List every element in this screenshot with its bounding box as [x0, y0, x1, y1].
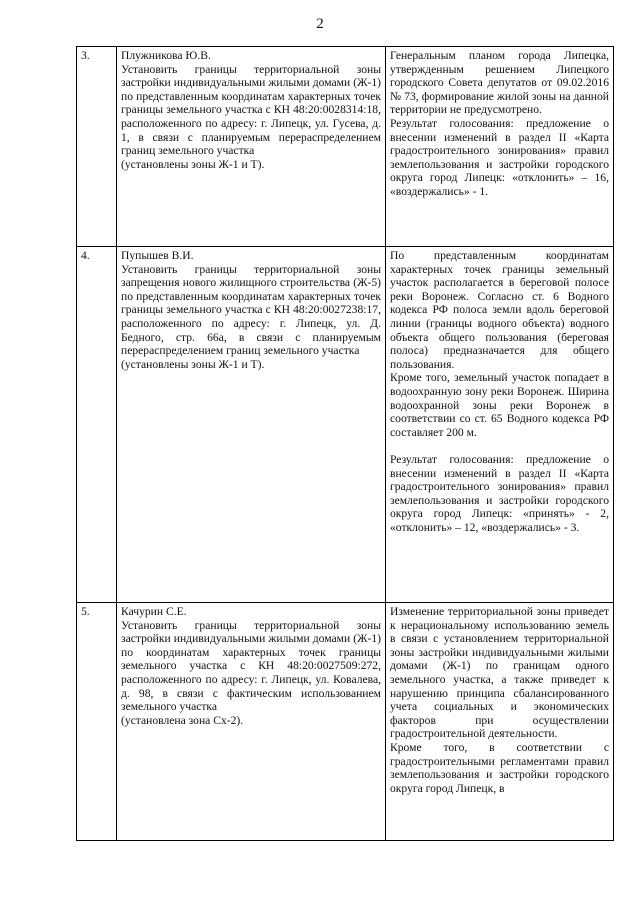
current-zones: (установлены зоны Ж-1 и Т). [121, 157, 265, 171]
result-cell [386, 47, 614, 247]
result-paragraph: Кроме того, земельный участок попадает в водоохранную зону реки Воронеж. Ширина водоохранной зоны реки Воронеж в соответствии со ст. 65 Водного кодекса РФ составляет 200 м. [390, 371, 609, 439]
request-cell [117, 47, 386, 247]
result-paragraph: Изменение территориальной зоны приведет к нерациональному использованию земель в связи с установлением территориальной зоны застройки индивидуальными жилыми домами (Ж-1) по границам одного земельного участка, а также приведет к нарушению принципа сбалансированного учета социальных и экономических факторов при осуществлении градостроительной деятельности. [390, 605, 609, 741]
table-row [77, 247, 614, 603]
decision-table [76, 46, 614, 841]
page-number: 2 [316, 16, 324, 32]
vote-result: Результат голосования: предложение о внесении изменений в раздел II «Карта градостроительного зонирования» правил землепользования и застройки городского округа город Липецк: «отклонить» – 16, «воздержались» - 1. [390, 116, 609, 198]
request-text: Установить границы территориальной зоны запрещения нового жилищного строительства (Ж-5) по представленным координатам характерных точек границы земельного участка с КН 48:20:0027238:17, расположенного по адресу: г. Липецк, ул. Д. Бедного, стр. 66а, в связи с планируемым перераспределением границ земельного участка [121, 262, 381, 358]
applicant-name: Пупышев В.И. [121, 249, 194, 262]
current-zones: (установлена зона Сх-2). [121, 713, 244, 727]
table-row [77, 603, 614, 841]
applicant-name: Плужникова Ю.В. [121, 49, 211, 62]
current-zones: (установлены зоны Ж-1 и Т). [121, 357, 265, 371]
row-number: 4. [77, 247, 117, 603]
result-cell [386, 603, 614, 841]
row-number: 3. [77, 47, 117, 247]
result-paragraph: Кроме того, в соответствии с градостроительными регламентами правил землепользования и застройки городского округа город Липецк, в [390, 740, 609, 795]
table-row [77, 47, 614, 247]
request-cell [117, 603, 386, 841]
result-paragraph: Генеральным планом города Липецка, утвержденным решением Липецкого городского Совета депутатов от 09.02.2016 № 73, формирование жилой зоны на данной территории не предусмотрено. [390, 49, 609, 117]
applicant-name: Качурин С.Е. [121, 605, 187, 618]
request-cell [117, 247, 386, 603]
request-text: Установить границы территориальной зоны застройки индивидуальными жилыми домами (Ж-1) по координатам характерных точек границы земельного участка с КН 48:20:0027509:272, расположенного по адресу: г. Липецк, ул. Ковалева, д. 98, в связи с фактическим использованием земельного участка [121, 618, 381, 714]
row-number: 5. [77, 603, 117, 841]
result-cell [386, 247, 614, 603]
vote-result: Результат голосования: предложение о внесении изменений в раздел II «Карта градостроительного зонирования» правил землепользования и застройки городского округа город Липецк: «принять» - 2, «отклонить» – 12, «воздержались» - 3. [390, 452, 609, 534]
paragraph-gap [390, 439, 609, 453]
result-paragraph: По представленным координатам характерных точек границы земельный участок располагается в береговой полосе реки Воронеж. Согласно ст. 6 Водного кодекса РФ полоса земли вдоль береговой линии (границы водного объекта) водного объекта общего пользования (береговая полоса) предназначается для общего пользования. [390, 249, 609, 371]
request-text: Установить границы территориальной зоны застройки индивидуальными жилыми домами (Ж-1) по представленным координатам характерных точек границы земельного участка с КН 48:20:0028314:18, расположенного по адресу: г. Липецк, ул. Гусева, д. 1, в связи с планируемым перераспределением границ земельного участка [121, 62, 381, 158]
